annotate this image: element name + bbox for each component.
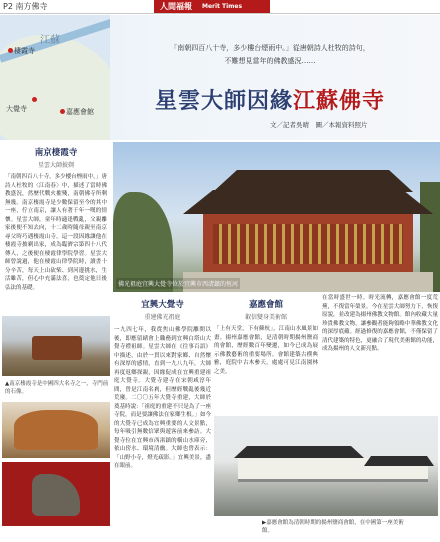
article-title-prefix: 星雲大師因緣 bbox=[154, 88, 293, 114]
section-subheading-jiaying: 叡信變身美術館 bbox=[244, 314, 287, 321]
article-title-highlight: 江蘇佛寺 bbox=[293, 88, 386, 114]
map-marker-qixia bbox=[8, 48, 13, 53]
article-byline: 文／記者吳晴 圖／本報資料照片 bbox=[270, 121, 368, 129]
main-photo-caption: 佛光祖庭宜興大覺寺位於宜興市西渚鎮的恆河 bbox=[116, 278, 240, 289]
map-marker-dajue bbox=[32, 97, 37, 102]
page-header bbox=[0, 0, 440, 14]
brand-name-en: Merit Times bbox=[202, 3, 243, 10]
tree-left bbox=[113, 192, 173, 292]
masthead-logo bbox=[154, 0, 270, 13]
section-subheading-qixia: 星雲大師披剃 bbox=[37, 162, 74, 169]
temple-hall bbox=[203, 214, 413, 274]
section-body-jiaying-continued: 在當時盛世一時。時光流轉，嘉應會館一度荒蕪，不復當年榮景。今在星雲大師努力下，恢復原貌，並改建為揚州佛教文物館。館內收藏大量珍貴佛教文物，讓參觀者能夠領略中華佛教文化的深厚底蘊。經過修復的嘉應會館，不僅保留了清代建築的特色，更融合了現代美術館的功能，成為揚州的人文新亮點。 bbox=[322, 295, 438, 352]
hero-quote-line-2: 不難想見當年的佛教盛況…… bbox=[224, 57, 316, 65]
jiaying-hall-photo bbox=[214, 416, 438, 516]
section-heading-dajue: 宜興大覺寺 bbox=[141, 300, 184, 310]
hero-banner bbox=[0, 15, 440, 140]
section-body-jiaying: 「上有天堂，下有蘇杭」，江南山水風景如畫。揚州嘉應會館，是清朝時期揚州鹽商的會館，歷經數百年變遷，如今已成為展示佛教藝術的重要場所。會館建築古樸典雅，庭院中古木參天，處處可見江南園林之美。 bbox=[214, 326, 318, 375]
map-marker-jiaying bbox=[60, 109, 65, 114]
left-column bbox=[2, 142, 110, 540]
hall-roof-side bbox=[364, 456, 434, 466]
qixia-photo-caption: ▲南京棲霞寺是中國四大名寺之一，寺門前的石像。 bbox=[5, 381, 109, 395]
article-title bbox=[120, 84, 420, 115]
qixia-temple-photo bbox=[2, 316, 110, 376]
region-map bbox=[0, 15, 110, 140]
right-column bbox=[214, 292, 318, 412]
section-subheading-dajue: 重建佛光祖庭 bbox=[144, 314, 181, 321]
section-heading-jiaying: 嘉應會館 bbox=[248, 300, 283, 310]
temple-lower-roof bbox=[183, 190, 433, 214]
middle-column bbox=[114, 292, 211, 540]
dajue-temple-photo bbox=[113, 142, 440, 292]
map-region-label: 江蘇 bbox=[40, 35, 60, 46]
map-label-jiaying: 嘉應會館 bbox=[66, 108, 94, 116]
temple-upper-roof bbox=[213, 170, 413, 192]
brand-name-cn: 人間福報 bbox=[160, 1, 192, 11]
elephant-statue-photo bbox=[2, 462, 110, 526]
jiaying-photo-caption: ▶嘉應會館為清朝時期的揚州鹽商會館，在中國第一座美術館。 bbox=[262, 520, 404, 534]
statue-photo bbox=[2, 402, 110, 458]
hero-quote-line-1: 「南朝四百八十寺，多少樓台煙雨中。」從唐朝詩人杜牧的詩句， bbox=[170, 44, 370, 52]
far-right-column bbox=[322, 292, 438, 422]
hall-roof-main bbox=[234, 446, 364, 458]
section-body-dajue: 一九四七年，我從焦山佛學院離開以後，即應留緒會上職務到宜興白塔山大覺寺禮祖師。星雲大師在《往事百語》中描述。由於一貫以來對家鄉、自然懷有深厚的感情，直到一九八九年，大師再度返鄉探親，因緣促成在宜興重建祖庭大覺寺。大覺寺建寺在宋朝咸淳年間，曾是江南名剎，但歷經戰亂後幾近荒廢。二〇〇五年大覺寺重建，大師於奠基時說：「祖庭的重建不只是為了一座寺院，而是要讓佛法在家鄉生根。」如今的大覺寺已成為宜興重要的人文景點，每年吸引無數信眾與遊客前來參訪。大覺寺位在宜興市西渚鎮的橫山水庫旁，依山傍水、環境清幽。大師也曾表示：「山野小寺，燈光疏影。」宜興美景，盡在眼前。 bbox=[114, 327, 211, 469]
page-label: P2 南方佛寺 bbox=[3, 2, 48, 11]
hero-quote bbox=[120, 42, 420, 68]
map-label-qixia: 棲霞寺 bbox=[14, 47, 35, 55]
section-heading-qixia: 南京棲霞寺 bbox=[34, 148, 78, 158]
section-body-qixia: 「南朝四百八十寺，多少樓台煙雨中。」唐詩人杜牧的〈江南春〉中，描述了當時佛教盛況，然歷代戰火摧殘，南朝佛寺所剩無幾。南京棲霞寺是少數保留至今的其中一座，佇立南京，讓人有著千年一嘆的情懷。星雲大師，童年時適逢戰亂，父親離家後便不知去向，十二歲時隨母親至南京尋父時巧遇棲霞山寺，這一段因緣讓他在棲霞寺披剃出家，成為臨濟宗第四十八代傳人，之後便在棲霞律學院學習。星雲大師曾說過，他在棲霞山律學院時，讀書十分辛苦，每天上山砍柴、到河邊挑水，生活雖苦，但心中充滿法喜，也奠定他日後弘法的基礎。 bbox=[5, 174, 107, 291]
map-label-dajue: 大覺寺 bbox=[6, 105, 27, 113]
